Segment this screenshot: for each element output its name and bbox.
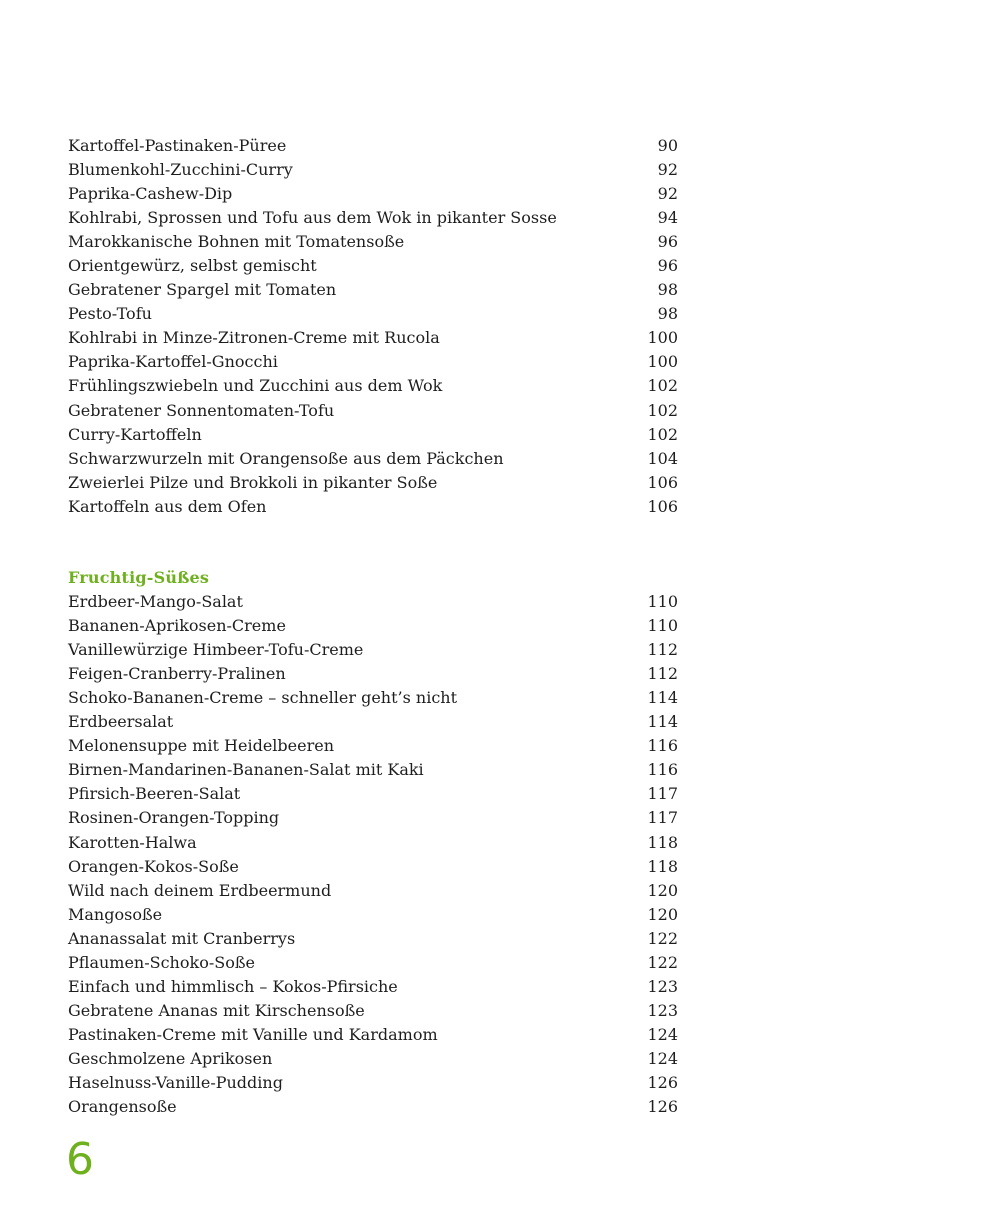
toc-entry-page: 112: [647, 640, 678, 660]
toc-entry: [68, 471, 678, 495]
toc-entry-page: 126: [647, 1097, 678, 1117]
toc-entry-page: 116: [647, 760, 678, 780]
toc-entry-page: 94: [657, 208, 678, 228]
toc-entry-title: Bananen-Aprikosen-Creme: [68, 616, 286, 636]
toc-entry-page: 102: [647, 400, 678, 420]
toc-entry-title: Erdbeer-Mango-Salat: [68, 592, 243, 612]
toc-entry-page: 124: [647, 1048, 678, 1068]
toc-entry-title: Mangosoße: [68, 904, 163, 924]
toc-entry: [68, 134, 678, 158]
toc-entry-title: Pflaumen-Schoko-Soße: [68, 952, 255, 972]
toc-entry-page: 124: [647, 1024, 678, 1044]
toc-entry-page: 106: [647, 472, 678, 492]
toc-entry-title: Paprika-Cashew-Dip: [68, 184, 233, 204]
toc-entry: [68, 662, 678, 686]
toc-entry-page: 96: [657, 232, 678, 252]
toc-entry: [68, 879, 678, 903]
page-number: 6: [66, 1134, 94, 1185]
toc-entry-page: 96: [657, 256, 678, 276]
toc-entry: [68, 350, 678, 374]
toc-entry-title: Feigen-Cranberry-Pralinen: [68, 664, 286, 684]
toc-entry-title: Birnen-Mandarinen-Bananen-Salat mit Kaki: [68, 760, 424, 780]
toc-entry: [68, 326, 678, 350]
toc-entry: [68, 447, 678, 471]
toc-entry: [68, 951, 678, 975]
toc-entry-page: 123: [647, 976, 678, 996]
toc-entry-title: Pfirsich-Beeren-Salat: [68, 784, 241, 804]
toc-entry: [68, 182, 678, 206]
toc-entry-page: 117: [647, 784, 678, 804]
toc-entry-title: Frühlingszwiebeln und Zucchini aus dem Wok: [68, 376, 443, 396]
toc-entry-page: 102: [647, 424, 678, 444]
toc-entry-title: Schwarzwurzeln mit Orangensoße aus dem Päckchen: [68, 448, 504, 468]
toc-entry-page: 100: [647, 328, 678, 348]
toc-entry: [68, 903, 678, 927]
toc-entry: [68, 782, 678, 806]
toc-entry-title: Blumenkohl-Zucchini-Curry: [68, 160, 293, 180]
toc-entry-title: Karotten-Halwa: [68, 832, 197, 852]
toc-entry-page: 120: [647, 904, 678, 924]
toc-entry: [68, 1023, 678, 1047]
toc-entry: [68, 831, 678, 855]
toc-entry: [68, 710, 678, 734]
toc-entry-title: Vanillewürzige Himbeer-Tofu-Creme: [68, 640, 364, 660]
toc-entry-page: 114: [647, 712, 678, 732]
toc-entry-page: 126: [647, 1072, 678, 1092]
toc-entry-title: Pesto-Tofu: [68, 304, 152, 324]
toc-entry-title: Geschmolzene Aprikosen: [68, 1048, 273, 1068]
toc-entry-title: Wild nach deinem Erdbeermund: [68, 880, 332, 900]
toc-entry-title: Haselnuss-Vanille-Pudding: [68, 1072, 283, 1092]
toc-section-fruchtig-suesses: [68, 566, 678, 1119]
toc-entry-page: 114: [647, 688, 678, 708]
toc-entry-title: Gebratener Sonnentomaten-Tofu: [68, 400, 335, 420]
toc-entry-page: 118: [647, 832, 678, 852]
toc-entry: [68, 975, 678, 999]
toc-entry-page: 106: [647, 496, 678, 516]
toc-entry: [68, 999, 678, 1023]
toc-entry: [68, 374, 678, 398]
toc-entry: [68, 423, 678, 447]
toc-entry-title: Kohlrabi, Sprossen und Tofu aus dem Wok in pikanter Sosse: [68, 208, 557, 228]
toc-entry-title: Marokkanische Bohnen mit Tomatensoße: [68, 232, 405, 252]
toc-entry-title: Gebratene Ananas mit Kirschensoße: [68, 1000, 365, 1020]
toc-entry-title: Einfach und himmlisch – Kokos-Pfirsiche: [68, 976, 398, 996]
toc-entry-page: 104: [647, 448, 678, 468]
toc-entry-page: 90: [657, 136, 678, 155]
toc-entry-title: Kohlrabi in Minze-Zitronen-Creme mit Rucola: [68, 328, 440, 348]
toc-entry: [68, 158, 678, 182]
toc-entry-page: 118: [647, 856, 678, 876]
toc-entry-title: Rosinen-Orangen-Topping: [68, 808, 280, 828]
toc-entry-title: Paprika-Kartoffel-Gnocchi: [68, 352, 278, 372]
toc-entry-title: Kartoffeln aus dem Ofen: [68, 496, 267, 516]
toc-entry-page: 122: [647, 928, 678, 948]
toc-entry: [68, 278, 678, 302]
toc-entry-title: Orangen-Kokos-Soße: [68, 856, 239, 876]
toc-entry-title: Curry-Kartoffeln: [68, 424, 202, 444]
toc-entry-page: 110: [647, 592, 678, 612]
section-heading: Fruchtig-Süßes: [68, 568, 210, 587]
toc-entry-page: 123: [647, 1000, 678, 1020]
toc-entry-title: Orientgewürz, selbst gemischt: [68, 256, 317, 276]
toc-entry: [68, 806, 678, 830]
toc-entry: [68, 927, 678, 951]
toc-entry-page: 92: [657, 184, 678, 204]
toc-entry: [68, 1047, 678, 1071]
toc-entry: [68, 399, 678, 423]
toc-entry-page: 100: [647, 352, 678, 372]
toc-entry: [68, 758, 678, 782]
toc-entry-title: Ananassalat mit Cranberrys: [68, 928, 296, 948]
toc-entry: [68, 614, 678, 638]
toc-entry-title: Zweierlei Pilze und Brokkoli in pikanter Soße: [68, 472, 438, 492]
toc-entry-page: 112: [647, 664, 678, 684]
toc-entry-title: Erdbeersalat: [68, 712, 174, 732]
toc-entry: [68, 1095, 678, 1119]
toc-entry-title: Melonensuppe mit Heidelbeeren: [68, 736, 335, 756]
toc-entry: [68, 302, 678, 326]
toc-entry-page: 98: [657, 304, 678, 324]
toc-entry: [68, 495, 678, 519]
toc-list-top: [68, 134, 678, 519]
toc-entry-page: 122: [647, 952, 678, 972]
toc-entry-page: 120: [647, 880, 678, 900]
toc-entry-page: 92: [657, 160, 678, 180]
toc-entry-title: Orangensoße: [68, 1097, 177, 1117]
toc-entry-title: Pastinaken-Creme mit Vanille und Kardamom: [68, 1024, 438, 1044]
toc-entry-page: 116: [647, 736, 678, 756]
toc-entry: [68, 855, 678, 879]
toc-entry-title: Kartoffel-Pastinaken-Püree: [68, 136, 287, 155]
toc-entry-page: 98: [657, 280, 678, 300]
toc-entry: [68, 206, 678, 230]
toc-entry-page: 117: [647, 808, 678, 828]
toc-entry: [68, 1071, 678, 1095]
toc-entry: [68, 734, 678, 758]
toc-entry: [68, 686, 678, 710]
toc-entry: [68, 590, 678, 614]
toc-entry-title: Gebratener Spargel mit Tomaten: [68, 280, 337, 300]
toc-entry: [68, 230, 678, 254]
toc-entry-page: 102: [647, 376, 678, 396]
toc-entry-title: Schoko-Bananen-Creme – schneller geht’s nicht: [68, 688, 458, 708]
toc-entry: [68, 254, 678, 278]
toc-entry-page: 110: [647, 616, 678, 636]
toc-entry: [68, 638, 678, 662]
